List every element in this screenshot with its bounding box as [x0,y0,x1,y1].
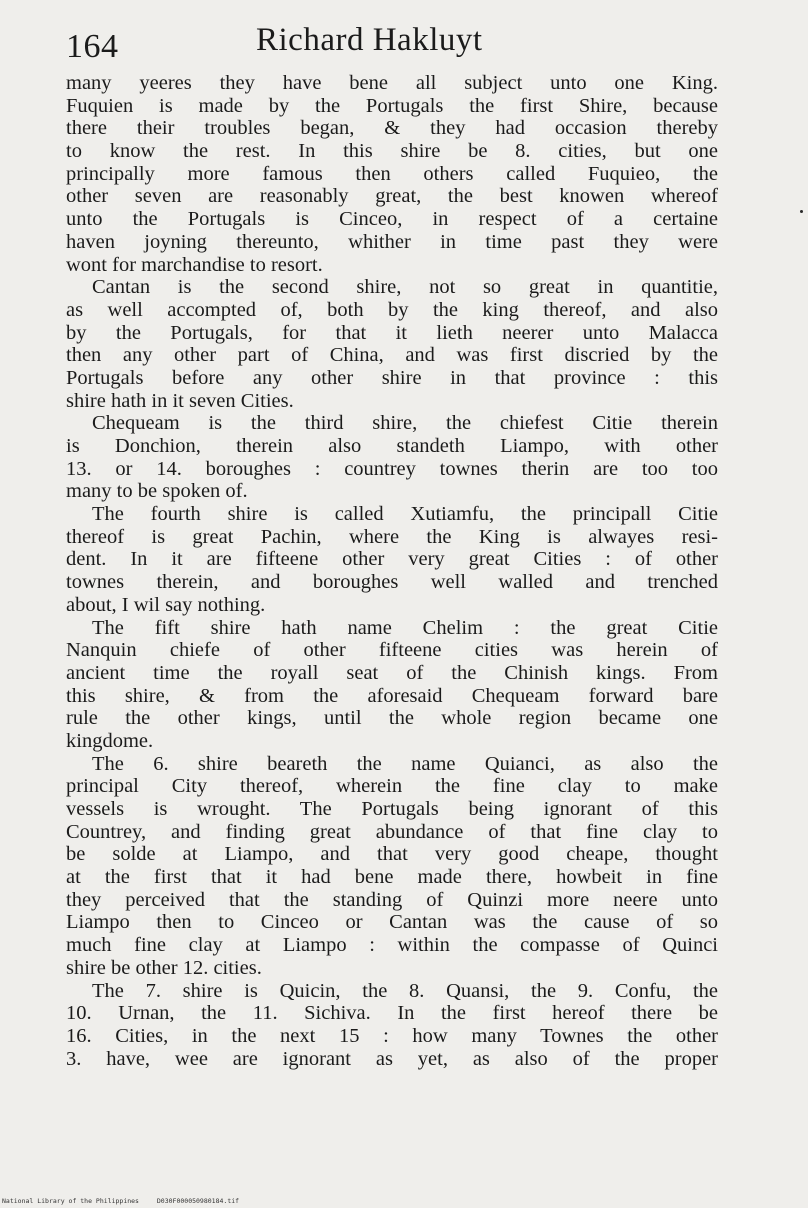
text-line: dent. In it are fifteene other very great Cities : of other [66,548,718,571]
text-line: 13. or 14. boroughes : countrey townes therin are too too [66,457,718,480]
text-line: kingdome. [66,729,154,752]
text-line: Cantan is the second shire, not so great in quantitie, [92,276,718,299]
page-number: 164 [66,28,119,65]
text-line: be solde at Liampo, and that very good cheape, thought [66,843,718,866]
text-line: Countrey, and finding great abundance of that fine clay to [66,820,718,843]
scan-footer [2,1197,239,1205]
text-line: vessels is wrought. The Portugals being ignorant of this [66,798,718,820]
page-header [66,22,736,70]
text-line: Liampo then to Cinceo or Cantan was the cause of so [66,911,718,934]
text-line: The fourth shire is called Xutiamfu, the principall Citie [92,503,718,526]
text-line: Nanquin chiefe of other fifteene cities was herein of [66,639,718,662]
text-line: principal City thereof, wherein the fine clay to make [66,775,718,798]
text-line: ancient time the royall seat of the Chinish kings. From [66,661,718,684]
text-line: shire hath in it seven Cities. [66,389,294,412]
text-line: as well accompted of, both by the king thereof, and also [66,298,718,321]
text-line: Fuquien is made by the Portugals the first Shire, because [66,94,718,117]
text-line: 3. have, wee are ignorant as yet, as also of the proper [66,1047,718,1070]
body-text [66,72,718,1070]
footer-library: National Library of the Philippines [2,1197,139,1205]
text-line: thereof is great Pachin, where the King is alwayes resi- [66,525,718,548]
text-line: to know the rest. In this shire be 8. cities, but one [66,140,718,163]
text-line: there their troubles began, & they had occasion thereby [66,117,718,140]
text-line: The fift shire hath name Chelim : the great Citie [92,616,718,639]
text-line: then any other part of China, and was first discried by the [66,344,718,367]
text-line: many yeeres they have bene all subject unto one King. [66,72,718,94]
text-line: shire be other 12. cities. [66,956,262,979]
text-line: unto the Portugals is Cinceo, in respect of a certaine [66,208,718,231]
text-line: many to be spoken of. [66,480,248,503]
text-line: is Donchion, therein also standeth Liampo, with other [66,435,718,457]
text-line: this shire, & from the aforesaid Chequeam forward bare [66,684,718,707]
text-line: much fine clay at Liampo : within the compasse of Quinci [66,934,718,957]
text-line: townes therein, and boroughes well walled and trenched [66,571,718,594]
text-line: other seven are reasonably great, the best knowen whereof [66,185,718,208]
text-line: Chequeam is the third shire, the chiefest Citie therein [92,412,718,435]
text-line: 16. Cities, in the next 15 : how many Townes the other [66,1024,718,1047]
text-line: rule the other kings, until the whole region became one [66,707,718,730]
text-line: principally more famous then others called Fuquieo, the [66,162,718,185]
scan-speck [800,210,803,213]
text-line: 10. Urnan, the 11. Sichiva. In the first hereof there be [66,1002,718,1025]
text-line: wont for marchandise to resort. [66,253,323,276]
text-line: The 6. shire beareth the name Quianci, as also the [92,752,718,775]
footer-file: D030F000050980184.tif [156,1197,240,1205]
text-line: haven joyning thereunto, whither in time past they were [66,230,718,253]
text-line: at the first that it had bene made there, howbeit in fine [66,866,718,889]
text-line: they perceived that the standing of Quinzi more neere unto [66,888,718,911]
text-line: about, I wil say nothing. [66,593,266,616]
text-line: by the Portugals, for that it lieth neerer unto Malacca [66,321,718,344]
running-head: Richard Hakluyt [256,22,483,58]
text-line: Portugals before any other shire in that province : this [66,366,718,389]
text-line: The 7. shire is Quicin, the 8. Quansi, the 9. Confu, the [92,979,718,1002]
